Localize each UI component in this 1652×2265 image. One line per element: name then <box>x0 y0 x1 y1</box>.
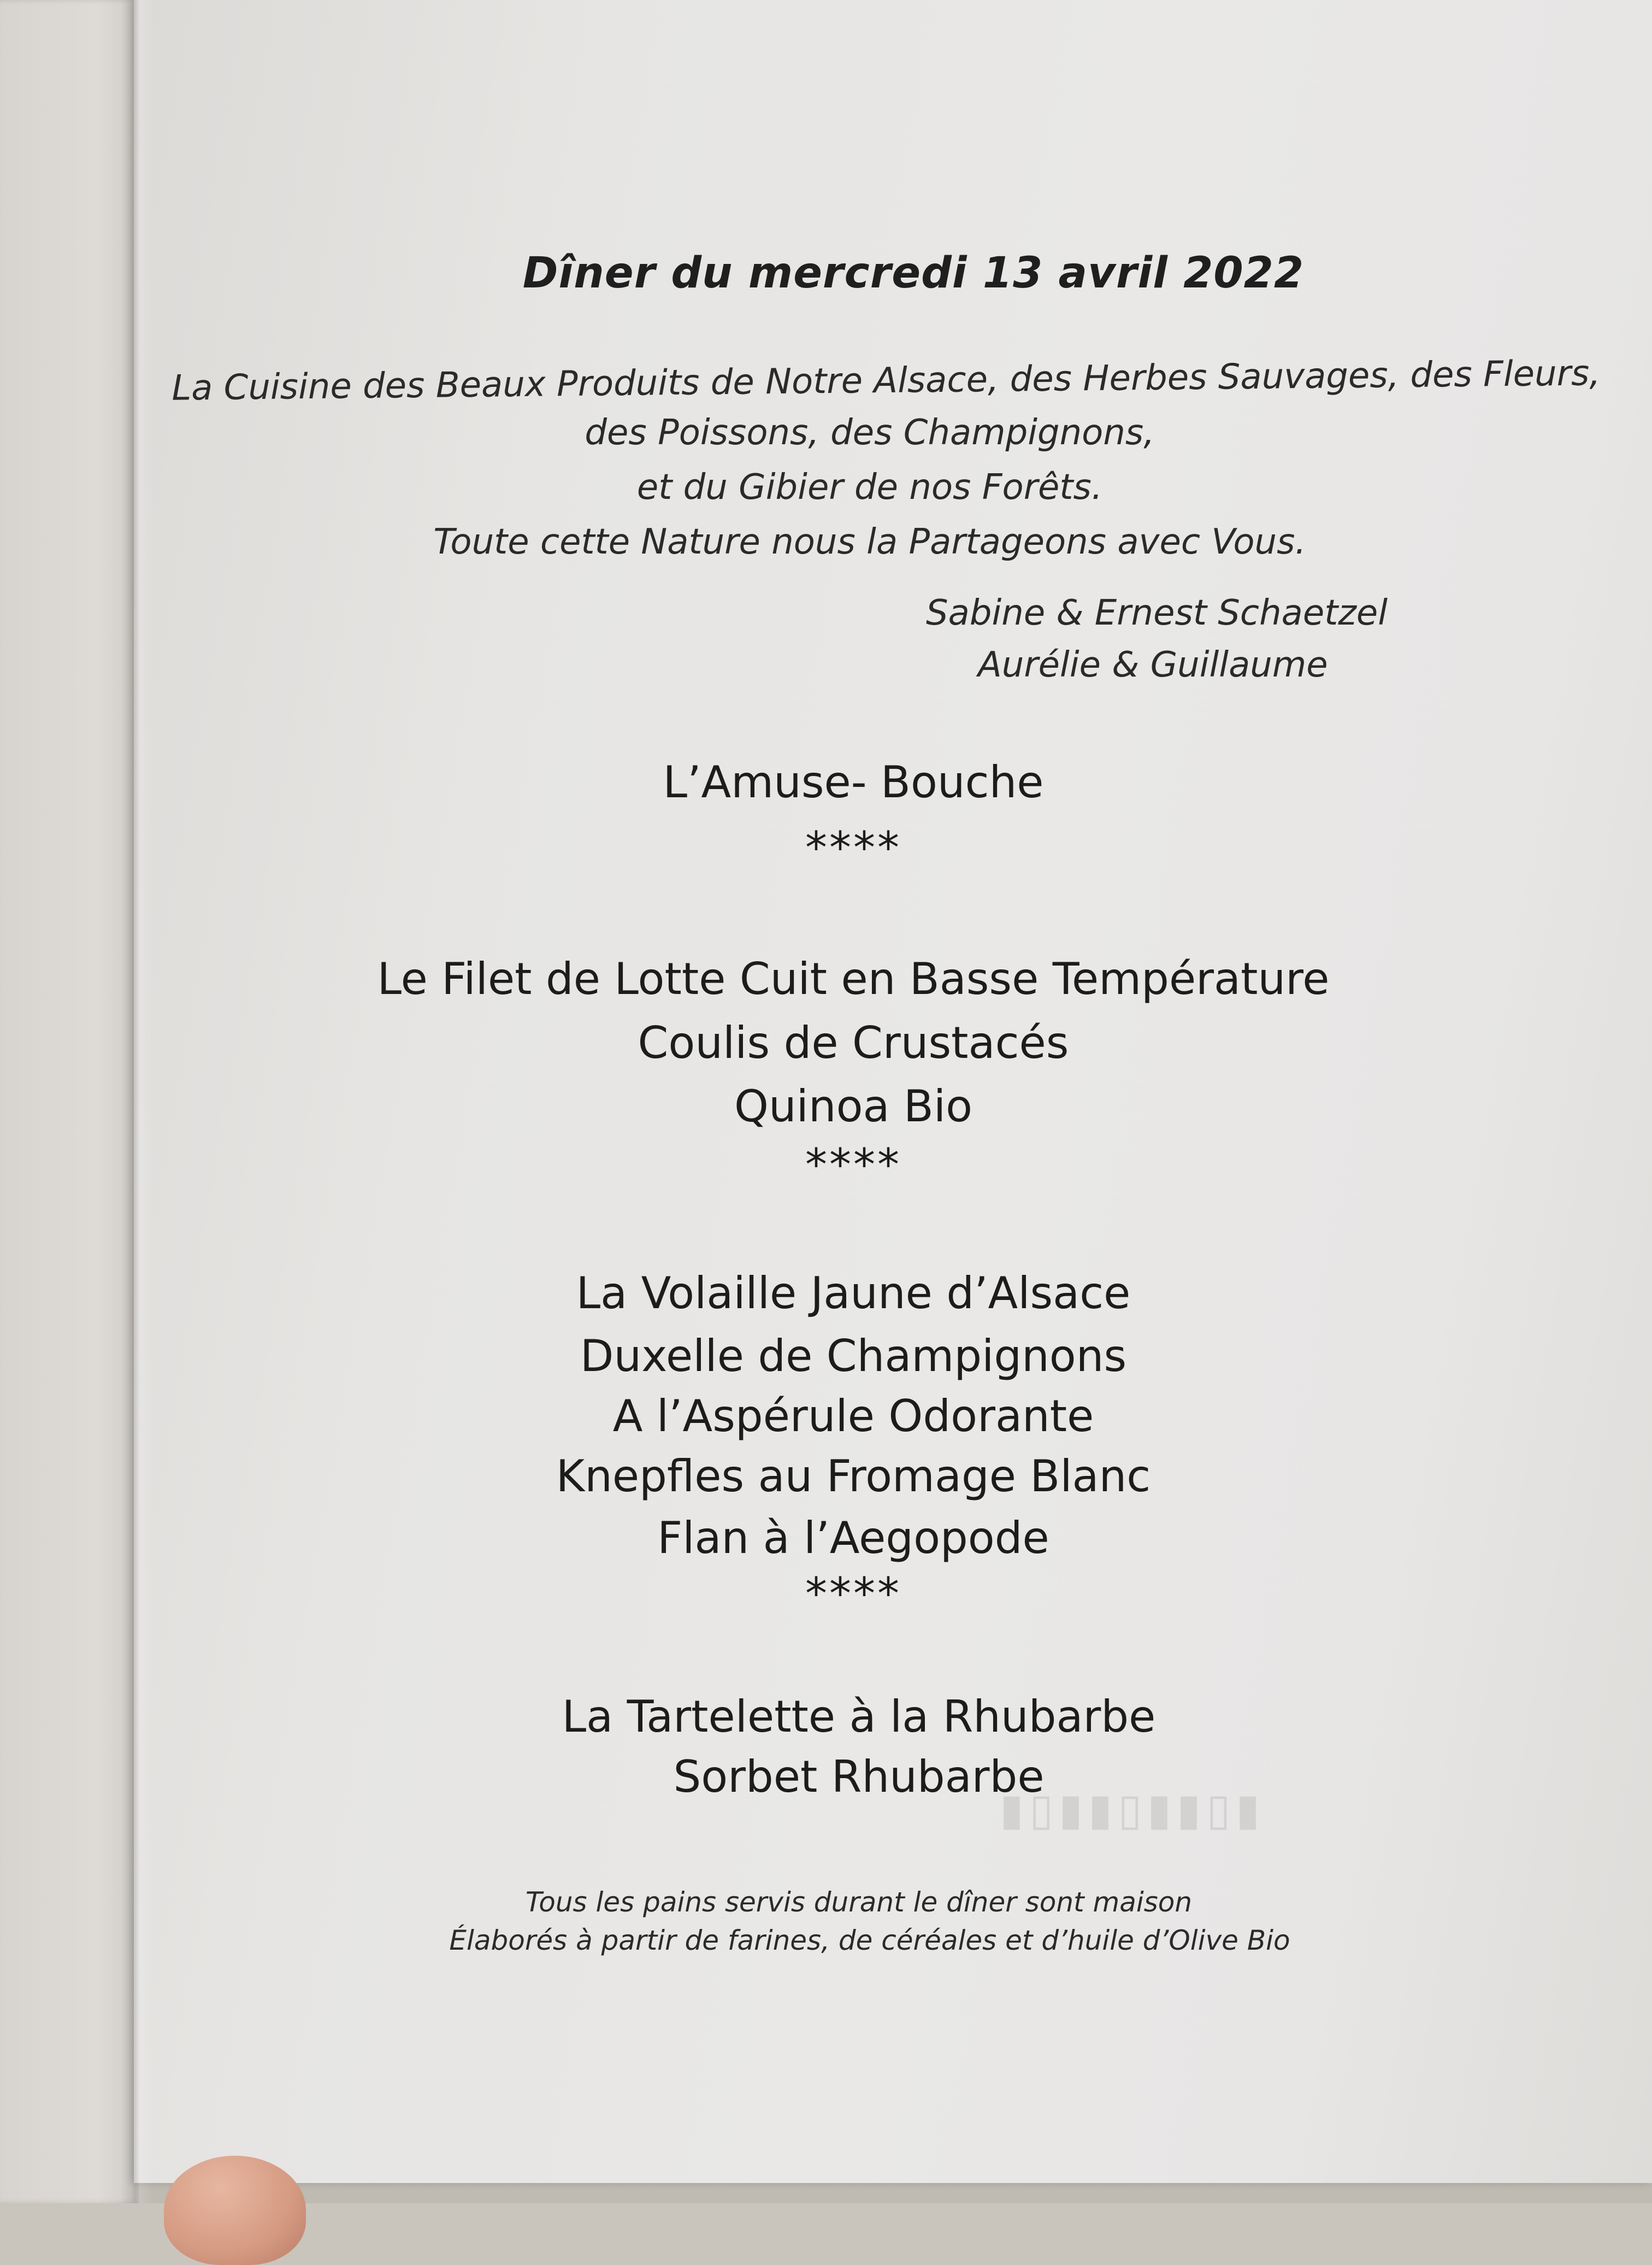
course-2-dish: Le Filet de Lotte Cuit en Basse Température <box>377 954 1330 1004</box>
show-through-marks: ▮▯▮▮▯▮▮▯▮ <box>994 1784 1260 1835</box>
intro-line-4: Toute cette Nature nous la Partageons avec Vous. <box>433 522 1306 562</box>
course-2-side-2: Quinoa Bio <box>734 1081 973 1132</box>
course-2-side-1: Coulis de Crustacés <box>638 1017 1069 1068</box>
course-3-side-1: Duxelle de Champignons <box>580 1331 1127 1381</box>
course-1-separator: **** <box>805 822 901 873</box>
signature-line-1: Sabine & Ernest Schaetzel <box>926 593 1388 633</box>
footer-line-2: Élaborés à partir de farines, de céréales et d’huile d’Olive Bio <box>449 1925 1290 1956</box>
footer-line-1: Tous les pains servis durant le dîner sont maison <box>525 1886 1193 1918</box>
course-2-separator: **** <box>805 1139 901 1190</box>
course-3-side-2: A l’Aspérule Odorante <box>612 1391 1094 1442</box>
course-3-side-4: Flan à l’Aegopode <box>657 1513 1049 1563</box>
course-4-dish: La Tartelette à la Rhubarbe <box>562 1691 1156 1742</box>
intro-line-3: et du Gibier de nos Forêts. <box>636 467 1103 508</box>
course-3-side-3: Knepfles au Fromage Blanc <box>556 1451 1151 1502</box>
holding-finger <box>164 2156 306 2265</box>
course-1-dish: L’Amuse- Bouche <box>663 757 1044 808</box>
menu-title: Dîner du mercredi 13 avril 2022 <box>522 249 1305 298</box>
signature-line-2: Aurélie & Guillaume <box>978 645 1328 685</box>
course-3-separator: **** <box>805 1568 901 1619</box>
course-3-dish: La Volaille Jaune d’Alsace <box>576 1268 1131 1319</box>
intro-line-2: des Poissons, des Champignons, <box>585 413 1155 453</box>
course-4-side-1: Sorbet Rhubarbe <box>673 1751 1045 1802</box>
intro-line-1: La Cuisine des Beaux Produits de Notre Alsace, des Herbes Sauvages, des Fleurs, <box>172 353 1601 409</box>
